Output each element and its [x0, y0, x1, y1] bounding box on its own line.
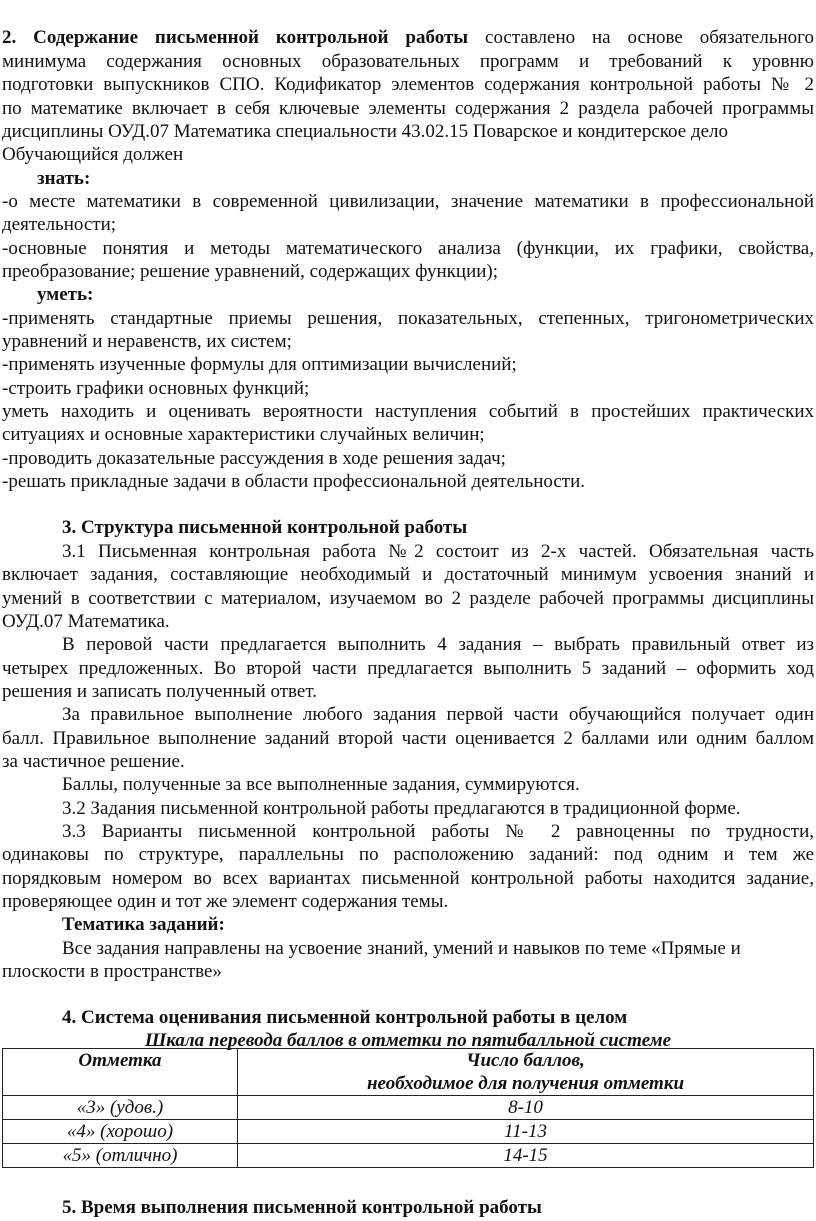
table-cell-grade: «5» (отлично) [3, 1144, 238, 1168]
section2-line-6: Обучающийся должен [2, 144, 184, 165]
section3-line-5: В перовой части предлагается выполнить 4 задания – выбрать правильный ответ из [62, 634, 814, 655]
section3-line-13: 3.3 Варианты письменной контрольной работы № 2 равноценны по трудности, [62, 821, 814, 842]
know-heading: знать: [37, 168, 91, 189]
can-line-8: -решать прикладные задачи в области профессиональной деятельности. [2, 471, 585, 492]
topics-heading: Тематика заданий: [62, 914, 225, 935]
know-line-1: -о месте математики в современной цивилизации, значение математики в профессиональной [2, 191, 814, 212]
table-header-row [3, 1049, 814, 1096]
table-cell-grade: «3» (удов.) [3, 1096, 238, 1120]
table-cell-points: 14-15 [238, 1144, 814, 1168]
section5-heading: 5. Время выполнения письменной контрольной работы [62, 1197, 542, 1218]
can-heading: уметь: [37, 284, 94, 305]
section3-line-7: решения и записать полученный ответ. [2, 681, 317, 702]
section2-line-1-text: составлено на основе обязательного [468, 27, 814, 48]
can-line-4: -строить графики основных функций; [2, 378, 310, 399]
section3-line-12: 3.2 Задания письменной контрольной работы предлагаются в традиционной форме. [62, 798, 741, 819]
section3-heading: 3. Структура письменной контрольной работы [62, 517, 468, 538]
section3-line-3: умений в соответствии с материалом, изучаемом во 2 разделе рабочей программы дисциплины [2, 588, 814, 609]
table-row [3, 1120, 814, 1144]
table-row [3, 1096, 814, 1120]
can-line-6: ситуациях и основные характеристики случайных величин; [2, 424, 485, 445]
table-header-points-line2: необходимое для получения отметки [366, 1073, 685, 1094]
section3-line-16: проверяющее один и тот же элемент содержания темы. [2, 891, 449, 912]
can-line-1: -применять стандартные приемы решения, показательных, степенных, тригонометрических [2, 308, 814, 329]
can-line-5: уметь находить и оценивать вероятности наступления событий в простейших практических [2, 401, 814, 422]
section2-line-3: подготовки выпускников СПО. Кодификатор элементов содержания контрольной работы № 2 [2, 74, 814, 95]
can-line-3: -применять изученные формулы для оптимизации вычислений; [2, 354, 517, 375]
table-cell-grade: «4» (хорошо) [3, 1120, 238, 1144]
section3-line-6: четырех предложенных. Во второй части предлагается выполнить 5 заданий – оформить ход [2, 658, 814, 679]
section3-line-9: балл. Правильное выполнение заданий второй части оценивается 2 баллами или одним баллом [2, 728, 814, 749]
grade-table [2, 1048, 814, 1168]
topics-line-1: Все задания направлены на усвоение знаний, умений и навыков по теме «Прямые и [62, 938, 741, 959]
section2-line-1 [2, 26, 814, 49]
table-header-points-line1: Число баллов, [466, 1050, 585, 1071]
section3-line-8: За правильное выполнение любого задания первой части обучающийся получает один [62, 704, 814, 725]
section2-line-2: минимума содержания основных образовательных программ и требований к уровню [2, 51, 814, 72]
section2-line-5: дисциплины ОУД.07 Математика специальности 43.02.15 Поварское и кондитерское дело [2, 121, 729, 142]
can-line-2: уравнений и неравенств, их систем; [2, 331, 292, 352]
know-line-3: -основные понятия и методы математического анализа (функции, их графики, свойства, [2, 238, 814, 259]
section3-line-10: за частичное решение. [2, 751, 185, 772]
table-cell-points: 8-10 [238, 1096, 814, 1120]
section3-line-2: включает задания, составляющие необходимый и достаточный минимум усвоения знаний и [2, 564, 814, 585]
can-line-7: -проводить доказательные рассуждения в ходе решения задач; [2, 448, 506, 469]
section2-heading: 2. Содержание письменной контрольной работы [2, 27, 469, 48]
section2-line-4: по математике включает в себя ключевые элементы содержания 2 раздела рабочей программы [2, 98, 814, 119]
table-row [3, 1144, 814, 1168]
section3-line-14: одинаковы по структуре, параллельны по расположению заданий: под одним и тем же [2, 844, 814, 865]
topics-line-2: плоскости в пространстве» [2, 961, 222, 982]
section3-line-11: Баллы, полученные за все выполненные задания, суммируются. [62, 774, 580, 795]
table-header-points [238, 1049, 814, 1096]
know-line-4: преобразование; решение уравнений, содержащих функции); [2, 261, 499, 282]
table-caption: Шкала перевода баллов в отметки по пятибалльной системе [144, 1030, 672, 1051]
know-line-2: деятельности; [2, 214, 117, 235]
section3-line-4: ОУД.07 Математика. [2, 611, 170, 632]
table-header-grade: Отметка [3, 1049, 238, 1096]
table-cell-points: 11-13 [238, 1120, 814, 1144]
section4-heading: 4. Система оценивания письменной контрольной работы в целом [62, 1007, 628, 1028]
section3-line-15: порядковым номером во всех вариантах письменной контрольной работы находится задание, [2, 868, 814, 889]
section3-line-1: 3.1 Письменная контрольная работа №2 состоит из 2-х частей. Обязательная часть [62, 541, 814, 562]
